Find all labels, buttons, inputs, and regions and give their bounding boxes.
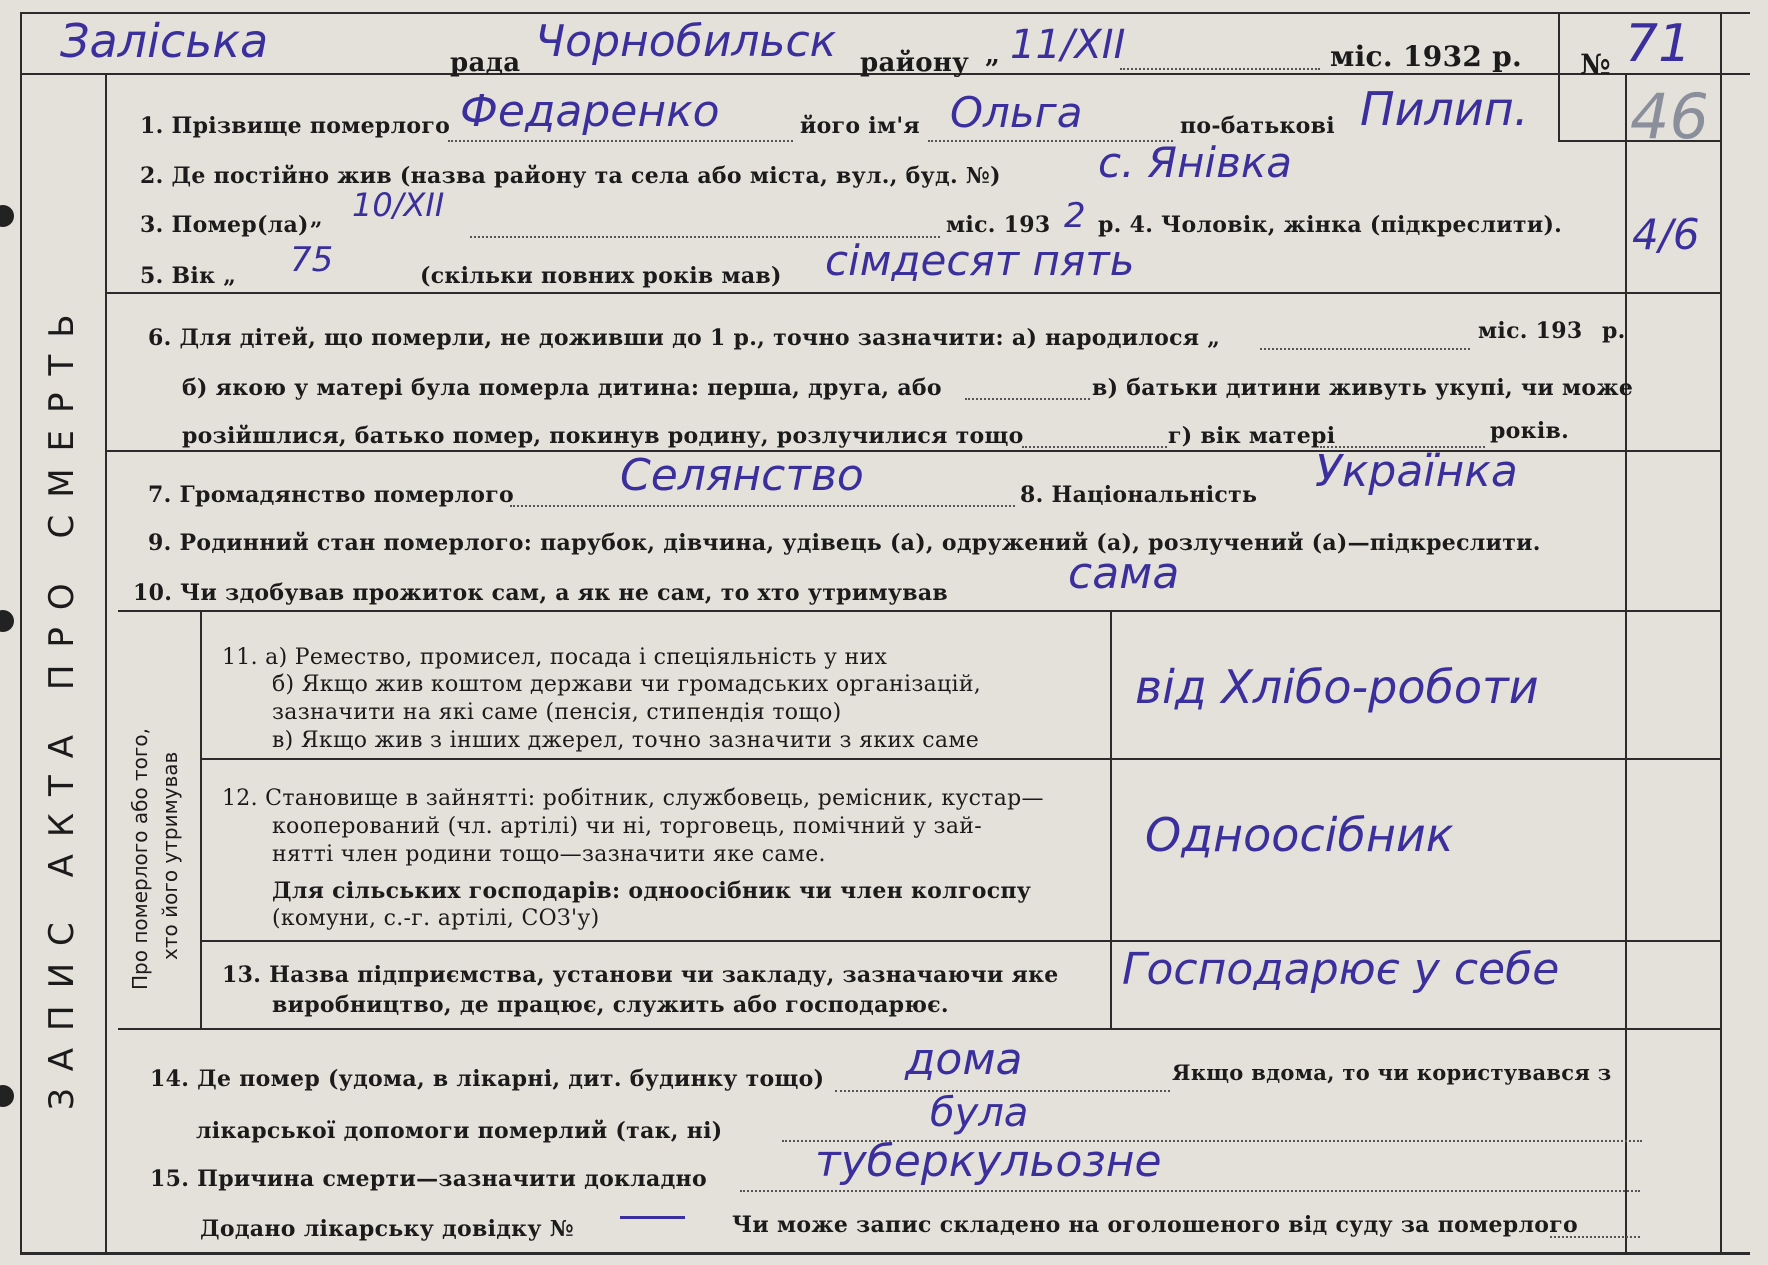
f6-dots-1 <box>1260 348 1470 350</box>
hand-date: 11/XII <box>1010 22 1126 68</box>
f12-value: Одноосібник <box>1145 808 1454 862</box>
f14-tail: Якщо вдома, то чи користувався з <box>1172 1060 1612 1085</box>
f8-label: 8. Національність <box>1020 482 1258 508</box>
support-block-left <box>200 610 202 1028</box>
number-box-right-inner <box>1625 73 1627 1253</box>
f5-label: 5. Вік „ <box>140 263 237 289</box>
label-no: № <box>1580 48 1611 81</box>
sep-after-10 <box>118 610 1720 612</box>
label-district: району <box>860 48 970 78</box>
f12-line4: Для сільських господарів: одноосібник чи член колгоспу <box>272 878 1032 904</box>
sep-after-5 <box>105 292 1720 294</box>
sep-after-12 <box>200 940 1720 942</box>
f6-line3-b: г) вік матері <box>1168 423 1336 449</box>
cert-tail: Чи може запис складено на оголошеного від суду за померлого <box>732 1212 1579 1238</box>
f5-age-words: сімдесят пять <box>825 236 1135 285</box>
f15-label: 15. Причина смерти—зазначити докладно <box>150 1166 707 1192</box>
f3-month: міс. 193 <box>946 212 1051 238</box>
label-month-year: міс. 1932 р. <box>1330 40 1523 73</box>
f5-age-num: 75 <box>290 240 334 280</box>
f10-label: 10. Чи здобував прожиток сам, а як не сам, то хто утримував <box>133 580 948 606</box>
f12-line1: 12. Становище в зайнятті: робітник, службовець, ремісник, кустар— <box>222 786 1044 811</box>
f1-label: 1. Прізвище померлого <box>140 113 451 139</box>
f6-dots-3 <box>1022 446 1167 448</box>
hand-council: Заліська <box>60 14 269 68</box>
punch-hole-top <box>0 205 14 227</box>
f9-label: 9. Родинний стан померлого: парубок, дівчина, удівець (а), одружений (а), розлучений (а)—підкреслити. <box>148 530 1541 556</box>
f15-dots <box>740 1190 1640 1192</box>
f3-label: 3. Помер(ла) <box>140 212 309 238</box>
label-rada: рада <box>450 48 521 78</box>
f14-line2: лікарської допомоги померлий (так, ні) <box>196 1118 723 1144</box>
hand-district: Чорнобильск <box>535 16 837 67</box>
f5-mid: (скільки повних років мав) <box>420 263 782 289</box>
f7-label: 7. Громадянство померлого <box>148 482 515 508</box>
frame-top <box>20 12 1750 14</box>
f6-dots-2 <box>965 398 1090 400</box>
f1-surname: Федаренко <box>460 86 720 137</box>
f14-label: 14. Де помер (удома, в лікарні, дит. будинку тощо) <box>150 1066 825 1092</box>
f15-value: туберкульозне <box>815 1136 1162 1187</box>
f1-patronymic-label: по-батькові <box>1180 113 1335 139</box>
f7-value: Селянство <box>620 450 864 501</box>
f11-value: від Хлібо-роботи <box>1135 660 1539 714</box>
side-support-line2: хто його утримував <box>158 751 182 960</box>
f6-line2-b: в) батьки дитини живуть укупі, чи може <box>1092 375 1634 401</box>
support-block-mid <box>1110 610 1112 1028</box>
f6-month: міс. 193 <box>1478 318 1583 344</box>
f3-quote: „ <box>310 205 323 231</box>
punch-hole-middle <box>0 610 14 632</box>
frame-bottom <box>20 1252 1750 1255</box>
f1-name-label: його ім'я <box>800 113 920 139</box>
cert-number-stroke <box>620 1216 685 1219</box>
cert-label: Додано лікарську довідку № <box>200 1216 574 1242</box>
f2-value: с. Янівка <box>1098 138 1292 187</box>
f3-margin-note: 4/6 <box>1632 210 1700 259</box>
f6-year-suffix: р. <box>1602 318 1626 344</box>
f1-dots-1 <box>448 140 793 142</box>
frame-inner-left <box>105 73 107 1253</box>
f7-dots <box>510 505 1015 507</box>
frame-right <box>1720 12 1722 1254</box>
f13-value: Господарює у себе <box>1122 944 1560 995</box>
f11-line4: в) Якщо жив з інших джерел, точно зазначити з яких саме <box>272 728 980 753</box>
f14-value: дома <box>905 1034 1023 1085</box>
f12-line5: (комуни, с.-г. артілі, СОЗ'у) <box>272 906 600 931</box>
f6-years: років. <box>1490 418 1570 444</box>
dots-date <box>1120 68 1320 70</box>
f11-line3: зазначити на які саме (пенсія, стипендія тощо) <box>272 700 842 725</box>
f6-line3-a: розійшлися, батько помер, покинув родину, розлучилися тощо <box>182 423 1024 449</box>
f6-line2-a: б) якою у матері була померла дитина: перша, друга, або <box>182 375 942 401</box>
f8-value: Українка <box>1315 446 1518 497</box>
f3-tail: р. 4. Чоловік, жінка (підкреслити). <box>1098 212 1563 238</box>
number-box-left <box>1558 12 1560 140</box>
f12-line2: кооперований (чл. артілі) чи ні, торговець, помічний у зай- <box>272 814 982 839</box>
f3-date: 10/XII <box>352 186 445 224</box>
hand-no: 71 <box>1625 14 1692 74</box>
f1-patronymic: Пилип. <box>1360 82 1529 136</box>
f2-label: 2. Де постійно жив (назва району та села або міста, вул., буд. №) <box>140 163 1001 189</box>
cert-dots <box>1550 1236 1640 1238</box>
sep-after-13 <box>118 1028 1720 1030</box>
f6-line1: 6. Для дітей, що померли, не доживши до 1 р., точно зазначити: а) народилося „ <box>148 325 1221 351</box>
frame-left <box>20 12 22 1254</box>
f1-name: Ольга <box>950 88 1083 137</box>
sep-after-11 <box>200 758 1720 760</box>
f10-value: сама <box>1068 548 1180 599</box>
f12-line3: нятті член родини тощо—зазначити яке саме. <box>272 842 826 867</box>
f14-help: була <box>930 1090 1029 1136</box>
f11-line1: 11. а) Ремество, промисел, посада і спеціяльність у них <box>222 645 888 670</box>
hand-no-alt: 46 <box>1630 80 1709 153</box>
side-support-line1: Про померлого або того, <box>128 727 152 990</box>
f3-year-digit: 2 <box>1064 196 1086 236</box>
side-title: ЗАПИС АКТА ПРО СМЕРТЬ <box>42 297 82 1110</box>
f13-line2: виробництво, де працює, служить або господарює. <box>272 992 949 1018</box>
label-date-quote: „ <box>985 40 1001 70</box>
f11-line2: б) Якщо жив коштом держави чи громадських організацій, <box>272 672 982 697</box>
f13-line1: 13. Назва підприємства, установи чи закладу, зазначаючи яке <box>222 962 1059 988</box>
punch-hole-bottom <box>0 1085 14 1107</box>
